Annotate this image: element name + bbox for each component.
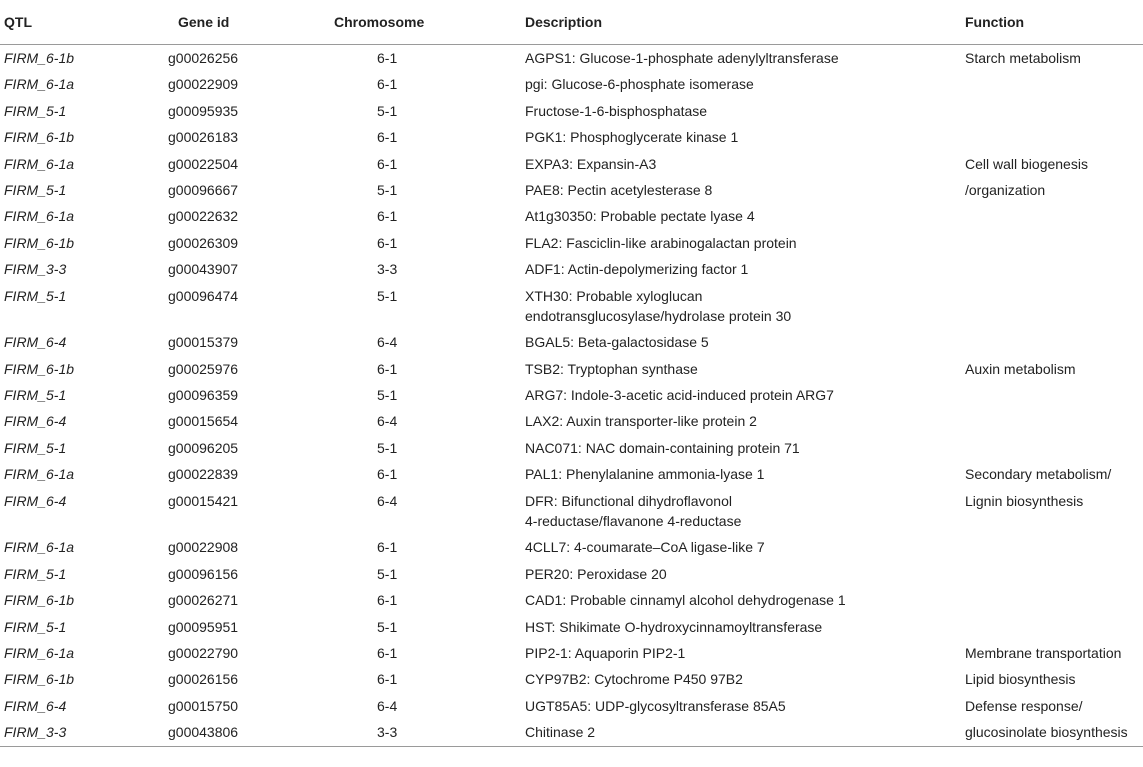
- cell-qtl: FIRM_6-4: [4, 697, 67, 714]
- cell-description: [525, 151, 965, 177]
- description-line: 4-reductase/flavanone 4-reductase: [525, 512, 742, 529]
- cell-qtl: FIRM_6-1b: [4, 592, 75, 609]
- cell-qtl: FIRM_6-1a: [4, 208, 75, 225]
- cell-description: [525, 283, 965, 330]
- cell-gene-id: g00025976: [168, 360, 239, 377]
- header-chromosome: Chromosome: [318, 0, 525, 45]
- cell-qtl: FIRM_5-1: [4, 439, 67, 456]
- cell-description: [525, 461, 965, 487]
- cell-chromosome: 6-1: [377, 208, 398, 225]
- cell-chromosome: 6-1: [377, 539, 398, 556]
- cell-gene-id: g00022909: [168, 76, 239, 93]
- cell-gene-id: g00022839: [168, 466, 239, 483]
- cell-chromosome: 6-1: [377, 50, 398, 66]
- table-row: [0, 408, 1143, 434]
- cell-chromosome: 5-1: [377, 387, 398, 404]
- cell-chromosome: 6-4: [377, 492, 398, 509]
- cell-function: /organization: [965, 181, 1046, 198]
- description-line: FLA2: Fasciclin-like arabinogalactan protein: [525, 234, 797, 251]
- cell-qtl: FIRM_5-1: [4, 181, 67, 198]
- cell-function: glucosinolate biosynthesis: [965, 719, 1143, 746]
- cell-gene-id: g00026156: [168, 671, 239, 688]
- cell-gene-id: g00096359: [168, 387, 239, 404]
- cell-qtl: FIRM_5-1: [4, 287, 67, 304]
- table-row: [0, 356, 1143, 382]
- description-line: 4CLL7: 4-coumarate–CoA ligase-like 7: [525, 539, 765, 556]
- cell-function: [965, 329, 1143, 355]
- cell-chromosome: 6-1: [377, 155, 398, 172]
- cell-qtl: FIRM_6-1b: [4, 234, 75, 251]
- cell-chromosome: 6-4: [377, 697, 398, 714]
- description-line: HST: Shikimate O-hydroxycinnamoyltransferase: [525, 618, 823, 635]
- table-row: [0, 534, 1143, 560]
- cell-function: [965, 256, 1143, 282]
- cell-gene-id: g00043907: [168, 261, 239, 278]
- cell-function: Lignin biosynthesis: [965, 492, 1084, 509]
- cell-gene-id: g00022504: [168, 155, 239, 172]
- cell-chromosome: 6-4: [377, 413, 398, 430]
- cell-description: [525, 230, 965, 256]
- table-row: [0, 435, 1143, 461]
- description-line: ARG7: Indole-3-acetic acid-induced protein ARG7: [525, 387, 834, 404]
- description-line: PGK1: Phosphoglycerate kinase 1: [525, 129, 739, 146]
- description-line: ADF1: Actin-depolymerizing factor 1: [525, 261, 749, 278]
- description-line: DFR: Bifunctional dihydroflavonol: [525, 492, 732, 509]
- description-line: EXPA3: Expansin-A3: [525, 155, 657, 172]
- table-row: [0, 177, 1143, 203]
- description-line: PAE8: Pectin acetylesterase 8: [525, 181, 713, 198]
- cell-function: [965, 408, 1143, 434]
- cell-gene-id: g00015654: [168, 413, 239, 430]
- cell-gene-id: g00026271: [168, 592, 239, 609]
- cell-chromosome: 6-1: [377, 592, 398, 609]
- cell-function: [965, 435, 1143, 461]
- cell-qtl: FIRM_6-1a: [4, 76, 75, 93]
- table-row: [0, 614, 1143, 640]
- table-row: [0, 98, 1143, 124]
- header-row: [0, 0, 1143, 45]
- cell-description: [525, 124, 965, 150]
- cell-qtl: FIRM_6-1b: [4, 671, 75, 688]
- description-line: pgi: Glucose-6-phosphate isomerase: [525, 76, 754, 93]
- cell-description: [525, 640, 965, 666]
- table-row: [0, 71, 1143, 97]
- table-row: [0, 693, 1143, 719]
- cell-function: [965, 71, 1143, 97]
- description-line: PAL1: Phenylalanine ammonia-lyase 1: [525, 466, 765, 483]
- cell-qtl: FIRM_6-1a: [4, 155, 75, 172]
- cell-chromosome: 6-1: [377, 129, 398, 146]
- description-line: NAC071: NAC domain-containing protein 71: [525, 439, 800, 456]
- cell-qtl: FIRM_5-1: [4, 387, 67, 404]
- cell-description: [525, 488, 965, 535]
- cell-description: [525, 534, 965, 560]
- description-line: TSB2: Tryptophan synthase: [525, 360, 698, 377]
- cell-chromosome: 5-1: [377, 287, 398, 304]
- cell-gene-id: g00096205: [168, 439, 239, 456]
- cell-chromosome: 6-1: [377, 671, 398, 688]
- table-row: [0, 382, 1143, 408]
- description-line: LAX2: Auxin transporter-like protein 2: [525, 413, 757, 430]
- cell-function: Lipid biosynthesis: [965, 671, 1076, 688]
- cell-qtl: FIRM_5-1: [4, 565, 67, 582]
- cell-qtl: FIRM_6-1b: [4, 360, 75, 377]
- description-line: BGAL5: Beta-galactosidase 5: [525, 334, 709, 351]
- table-row: [0, 256, 1143, 282]
- table-header: [0, 0, 1143, 45]
- cell-qtl: FIRM_3-3: [4, 261, 67, 278]
- cell-description: [525, 666, 965, 692]
- cell-description: [525, 408, 965, 434]
- cell-qtl: FIRM_5-1: [4, 102, 67, 119]
- cell-qtl: FIRM_6-1b: [4, 50, 75, 66]
- cell-description: [525, 256, 965, 282]
- cell-qtl: FIRM_6-4: [4, 334, 67, 351]
- table-row: [0, 151, 1143, 177]
- cell-description: [525, 177, 965, 203]
- table-body: [0, 45, 1143, 747]
- description-line: CAD1: Probable cinnamyl alcohol dehydrogenase 1: [525, 592, 846, 609]
- header-qtl: QTL: [0, 0, 150, 45]
- cell-qtl: FIRM_6-4: [4, 413, 67, 430]
- cell-chromosome: 3-3: [318, 719, 525, 746]
- cell-function: Defense response/: [965, 697, 1083, 714]
- cell-chromosome: 5-1: [377, 181, 398, 198]
- cell-qtl: FIRM_5-1: [4, 618, 67, 635]
- cell-function: Auxin metabolism: [965, 360, 1076, 377]
- cell-function: [965, 614, 1143, 640]
- cell-gene-id: g00015379: [168, 334, 239, 351]
- description-line: XTH30: Probable xyloglucan: [525, 287, 703, 304]
- table-row: [0, 719, 1143, 746]
- description-line: PER20: Peroxidase 20: [525, 565, 667, 582]
- cell-chromosome: 6-1: [377, 76, 398, 93]
- cell-gene-id: g00026183: [168, 129, 239, 146]
- cell-function: [965, 534, 1143, 560]
- cell-description: [525, 561, 965, 587]
- cell-chromosome: 6-1: [377, 466, 398, 483]
- cell-gene-id: g00022908: [168, 539, 239, 556]
- table-row: [0, 124, 1143, 150]
- cell-description: [525, 356, 965, 382]
- cell-gene-id: g00096474: [168, 287, 239, 304]
- cell-description: [525, 203, 965, 229]
- cell-qtl: FIRM_6-1b: [4, 129, 75, 146]
- cell-gene-id: g00015750: [168, 697, 239, 714]
- cell-function: [965, 124, 1143, 150]
- header-function: Function: [965, 0, 1143, 45]
- header-gene-id: Gene id: [150, 0, 318, 45]
- table-row: [0, 45, 1143, 72]
- cell-description: [525, 45, 965, 72]
- cell-gene-id: g00043806: [150, 719, 318, 746]
- cell-description: [525, 329, 965, 355]
- cell-description: [525, 614, 965, 640]
- cell-description: [525, 587, 965, 613]
- table-row: [0, 640, 1143, 666]
- cell-qtl: FIRM_3-3: [0, 719, 150, 746]
- header-description: Description: [525, 0, 965, 45]
- cell-qtl: FIRM_6-1a: [4, 539, 75, 556]
- cell-gene-id: g00095935: [168, 102, 239, 119]
- description-line: AGPS1: Glucose-1-phosphate adenylyltransferase: [525, 50, 839, 66]
- cell-function: [965, 561, 1143, 587]
- cell-gene-id: g00022790: [168, 645, 239, 662]
- cell-function: Cell wall biogenesis: [965, 155, 1088, 172]
- description-line: UGT85A5: UDP-glycosyltransferase 85A5: [525, 697, 786, 714]
- cell-chromosome: 6-1: [377, 234, 398, 251]
- cell-description: [525, 382, 965, 408]
- table-row: [0, 283, 1143, 330]
- description-line: Fructose-1-6-bisphosphatase: [525, 102, 708, 119]
- cell-gene-id: g00096156: [168, 565, 239, 582]
- cell-chromosome: 5-1: [377, 102, 398, 119]
- cell-chromosome: 6-1: [377, 645, 398, 662]
- cell-function: [965, 203, 1143, 229]
- table-row: [0, 329, 1143, 355]
- cell-function: [965, 587, 1143, 613]
- cell-gene-id: g00095951: [168, 618, 239, 635]
- cell-description: [525, 693, 965, 719]
- cell-qtl: FIRM_6-1a: [4, 645, 75, 662]
- table-row: [0, 587, 1143, 613]
- cell-chromosome: 5-1: [377, 618, 398, 635]
- cell-description: [525, 71, 965, 97]
- description-line: Chitinase 2: [525, 724, 596, 741]
- cell-function: Starch metabolism: [965, 50, 1081, 66]
- table-row: [0, 666, 1143, 692]
- description-line: endotransglucosylase/hydrolase protein 30: [525, 307, 792, 324]
- cell-chromosome: 5-1: [377, 565, 398, 582]
- cell-function: [965, 230, 1143, 256]
- cell-function: [965, 283, 1143, 330]
- cell-gene-id: g00026309: [168, 234, 239, 251]
- cell-chromosome: 6-1: [377, 360, 398, 377]
- table-row: [0, 230, 1143, 256]
- cell-qtl: FIRM_6-1a: [4, 466, 75, 483]
- cell-function: Membrane transportation: [965, 645, 1122, 662]
- description-line: CYP97B2: Cytochrome P450 97B2: [525, 671, 743, 688]
- cell-gene-id: g00026256: [168, 50, 239, 66]
- table-row: [0, 203, 1143, 229]
- description-line: PIP2-1: Aquaporin PIP2-1: [525, 645, 686, 662]
- cell-description: [525, 435, 965, 461]
- cell-chromosome: 6-4: [377, 334, 398, 351]
- cell-qtl: FIRM_6-4: [4, 492, 67, 509]
- cell-gene-id: g00022632: [168, 208, 239, 225]
- table-row: [0, 561, 1143, 587]
- table-row: [0, 461, 1143, 487]
- cell-chromosome: 3-3: [377, 261, 398, 278]
- cell-gene-id: g00015421: [168, 492, 239, 509]
- cell-chromosome: 5-1: [377, 439, 398, 456]
- cell-function: [965, 382, 1143, 408]
- cell-function: [965, 98, 1143, 124]
- cell-description: [525, 719, 965, 746]
- cell-gene-id: g00096667: [168, 181, 239, 198]
- cell-function: Secondary metabolism/: [965, 466, 1112, 483]
- cell-description: [525, 98, 965, 124]
- description-line: At1g30350: Probable pectate lyase 4: [525, 208, 755, 225]
- table-row: [0, 488, 1143, 535]
